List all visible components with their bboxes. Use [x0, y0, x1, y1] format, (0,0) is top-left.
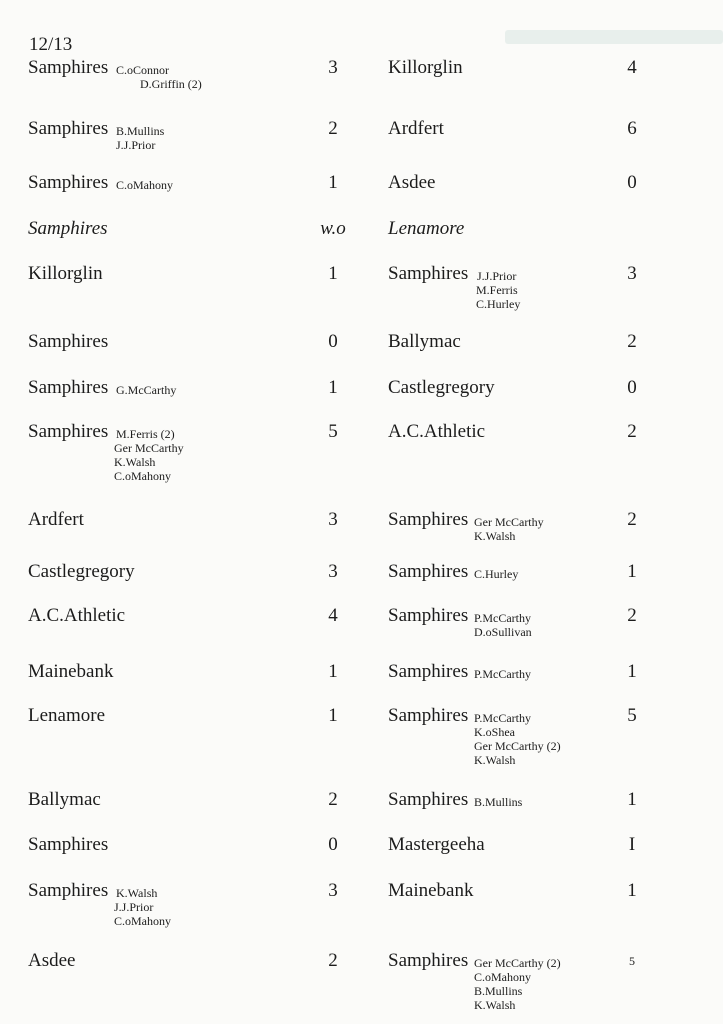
fixture-row [0, 377, 723, 397]
home-score: 2 [328, 950, 338, 971]
away-score: 2 [627, 509, 637, 530]
fixture-row [0, 331, 723, 351]
scorer-name: C.oMahony [116, 178, 173, 192]
home-team-name: Ballymac [28, 789, 101, 810]
scorer-name: P.McCarthy [474, 711, 531, 725]
home-score: 4 [328, 605, 338, 626]
scorer-name: B.Mullins [116, 124, 165, 138]
scorer-name: D.oSullivan [474, 625, 532, 639]
home-team-name: Samphires [28, 331, 109, 352]
away-score: 5 [629, 954, 635, 968]
away-score: 4 [627, 57, 637, 78]
fixture-row [0, 118, 723, 152]
home-scorers [116, 124, 164, 152]
home-team-name: Mainebank [28, 661, 114, 682]
away-score: 2 [627, 331, 637, 352]
away-team-name: Asdee [388, 172, 436, 193]
scorer-name: J.J.Prior [116, 138, 156, 152]
scorer-name: K.Walsh [474, 753, 516, 767]
home-score: 1 [328, 377, 338, 398]
scorer-name: K.Walsh [474, 529, 516, 543]
away-score: 1 [627, 561, 637, 582]
scorer-name: M.Ferris [476, 283, 518, 297]
home-team-name: Killorglin [28, 263, 103, 284]
away-team-name: Samphires [388, 789, 469, 810]
home-team-name: Samphires [28, 172, 109, 193]
scorer-name: Ger McCarthy (2) [474, 739, 561, 753]
home-score: 0 [328, 834, 338, 855]
scorer-name: P.McCarthy [474, 667, 531, 681]
scorer-name: B.Mullins [474, 795, 523, 809]
away-team-name: Samphires [388, 509, 469, 530]
away-score: I [628, 834, 636, 855]
away-scorers [477, 269, 520, 311]
away-team-name: Samphires [388, 705, 469, 726]
away-scorers [474, 611, 532, 639]
home-score: 3 [328, 57, 338, 78]
away-team-name: Ardfert [388, 118, 444, 139]
away-scorers [474, 667, 531, 681]
away-score: 1 [627, 789, 637, 810]
home-team-name: Samphires [28, 57, 109, 78]
fixture-row [0, 605, 723, 639]
home-score: 2 [328, 789, 338, 810]
scorer-name: B.Mullins [474, 984, 523, 998]
scorer-name: J.J.Prior [477, 269, 517, 283]
home-team-name: Samphires [28, 834, 109, 855]
home-score: 2 [328, 118, 338, 139]
home-scorers [116, 427, 184, 483]
away-scorers [474, 711, 561, 767]
home-score: 0 [328, 331, 338, 352]
fixture-row [0, 834, 723, 854]
away-team-name: Killorglin [388, 57, 463, 78]
scorer-name: C.Hurley [474, 567, 519, 581]
scorer-name: C.oMahony [114, 914, 171, 928]
away-team-name: Mastergeeha [388, 834, 485, 855]
away-scorers [474, 956, 561, 1012]
season-heading: 12/13 [29, 34, 73, 55]
away-team-name: Samphires [388, 605, 469, 626]
home-score: 5 [328, 421, 338, 442]
away-team-name: Samphires [388, 561, 469, 582]
home-team-name: Ardfert [28, 509, 84, 530]
home-scorers [116, 886, 171, 928]
away-team-name: Samphires [388, 950, 469, 971]
away-scorers [474, 567, 518, 581]
scorer-name: P.McCarthy [474, 611, 531, 625]
home-team-name: Samphires [28, 421, 109, 442]
fixture-row [0, 172, 723, 192]
scorer-name: Ger McCarthy (2) [474, 956, 561, 970]
home-score: 3 [328, 509, 338, 530]
fixture-row [0, 421, 723, 483]
away-team-name: Castlegregory [388, 377, 495, 398]
home-team-name: Lenamore [28, 705, 106, 726]
home-scorers [116, 178, 173, 192]
home-score: 1 [328, 661, 338, 682]
home-score: 1 [328, 705, 338, 726]
home-scorers [116, 383, 176, 397]
scorer-name: D.Griffin (2) [140, 77, 202, 91]
scorer-name: C.oMahony [474, 970, 531, 984]
scorer-name: J.J.Prior [114, 900, 154, 914]
home-team-name: Castlegregory [28, 561, 135, 582]
away-score: 1 [627, 880, 637, 901]
home-score: 3 [328, 561, 338, 582]
away-team-name: Mainebank [388, 880, 474, 901]
fixture-row [0, 789, 723, 809]
scorer-name: K.Walsh [114, 455, 156, 469]
away-scorers [474, 795, 522, 809]
home-score: w.o [320, 218, 346, 239]
fixture-row [0, 509, 723, 543]
scorer-name: G.McCarthy [116, 383, 177, 397]
scorer-name: C.Hurley [476, 297, 521, 311]
home-team-name: Samphires [28, 118, 109, 139]
home-team-name: Samphires [28, 377, 109, 398]
fixture-row [0, 705, 723, 767]
away-team-name: A.C.Athletic [388, 421, 486, 442]
away-team-name: Lenamore [388, 218, 465, 239]
scorer-name: K.Walsh [474, 998, 516, 1012]
fixture-row [0, 57, 723, 91]
scorer-name: C.oMahony [114, 469, 171, 483]
home-score: 1 [328, 263, 338, 284]
away-score: 3 [627, 263, 637, 284]
scorer-name: M.Ferris (2) [116, 427, 175, 441]
away-team-name: Samphires [388, 263, 469, 284]
fixture-row [0, 880, 723, 928]
scorer-name: Ger McCarthy [114, 441, 184, 455]
away-score: 1 [627, 661, 637, 682]
away-team-name: Samphires [388, 661, 469, 682]
fixture-row [0, 661, 723, 681]
fixture-row [0, 561, 723, 581]
fixture-row [0, 218, 723, 238]
scorer-name: C.oConnor [116, 63, 170, 77]
home-score: 3 [328, 880, 338, 901]
scorer-name: Ger McCarthy [474, 515, 544, 529]
away-team-name: Ballymac [388, 331, 461, 352]
away-score: 5 [627, 705, 637, 726]
home-scorers [116, 63, 202, 91]
away-scorers [474, 515, 544, 543]
home-team-name: A.C.Athletic [28, 605, 126, 626]
home-team-name: Samphires [28, 880, 109, 901]
away-score: 2 [627, 605, 637, 626]
fixture-row [0, 950, 723, 1012]
away-score: 2 [627, 421, 637, 442]
home-team-name: Asdee [28, 950, 76, 971]
scorer-name: K.oShea [474, 725, 515, 739]
away-score: 0 [627, 172, 637, 193]
scan-smudge [505, 30, 723, 44]
home-team-name: Samphires [28, 218, 108, 239]
scorer-name: K.Walsh [116, 886, 158, 900]
home-score: 1 [328, 172, 338, 193]
away-score: 0 [627, 377, 637, 398]
away-score: 6 [627, 118, 637, 139]
fixture-row [0, 263, 723, 311]
